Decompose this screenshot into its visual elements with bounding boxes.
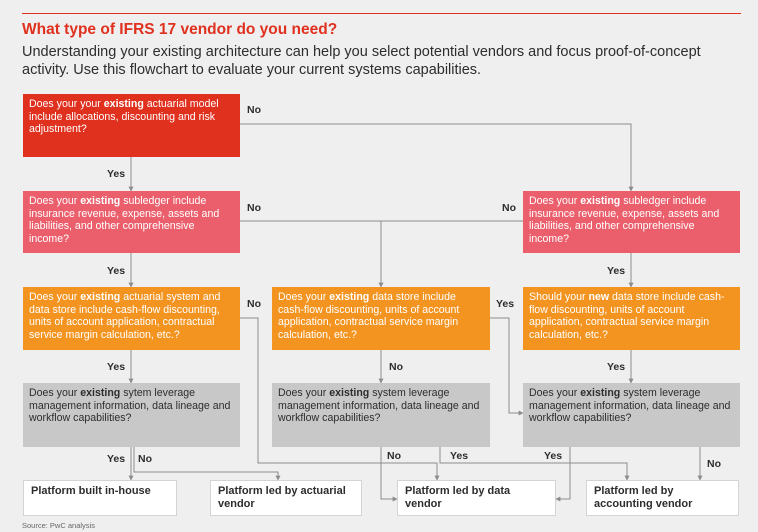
question-emphasis: existing [103,98,144,110]
question-emphasis: existing [580,195,621,207]
label-yes: Yes [450,450,469,462]
question-text: system leverage management information, data lineage and workflow capabilities? [529,387,731,425]
question-text: Does your [278,387,330,399]
page-subtitle: Understanding your existing architecture can help you select potential vendors and focus proof-of-concept activity. Use this flowchart to evaluate your current systems capabilities. [22,44,701,78]
question-actuarial-system [23,287,240,350]
label-no: No [247,298,261,310]
outcome-actuarial-vendor: Platform led by actuarial vendor [210,480,362,516]
question-text: data store include cash-flow discounting, units of account application, contractual service margin calculation, etc.? [529,291,725,341]
label-yes: Yes [107,265,126,277]
q3b-yes-connector [490,318,523,413]
question-emphasis: existing [80,291,121,303]
label-yes: Yes [607,361,626,373]
outcome-accounting-vendor: Platform led by accounting vendor [586,480,739,516]
question-text: actuarial model include allocations, discounting and risk adjustment? [29,98,219,136]
page-title: What type of IFRS 17 vendor do you need? [22,21,338,38]
question-new-data-store [523,287,740,350]
question-text: Does your [529,195,581,207]
question-text: Does your your [29,98,104,110]
question-text: subledger include insurance revenue, expense, assets and liabilities, and other comprehensive income? [529,195,720,245]
question-emphasis: existing [580,387,621,399]
label-no: No [502,202,516,214]
label-yes: Yes [544,450,563,462]
question-text: Does your [29,195,81,207]
label-no: No [387,450,401,462]
question-text: Does your [29,291,81,303]
question-text: Should your [529,291,589,303]
label-yes: Yes [496,298,515,310]
question-emphasis: existing [80,195,121,207]
label-yes: Yes [607,265,626,277]
question-emphasis: new [588,291,610,303]
question-subledger-right [523,191,740,253]
question-emphasis: existing [329,387,370,399]
question-text: Does your [278,291,330,303]
label-yes: Yes [107,453,126,465]
q1-no-connector [240,124,631,191]
question-actuarial-model [23,94,240,157]
question-text: system leverage management information, data lineage and workflow capabilities? [278,387,480,425]
label-no: No [389,361,403,373]
label-yes: Yes [107,361,126,373]
source-note: Source: PwC analysis [22,521,95,530]
question-text: data store include cash-flow discounting, units of account application, contractual service margin calculation, etc.? [278,291,460,341]
label-no: No [247,202,261,214]
question-text: sytem leverage management information, data lineage and workflow capabilities? [29,387,231,425]
question-system-leverage-left [23,383,240,447]
question-text: subledger include insurance revenue, expense, assets and liabilities, and other comprehensive income? [29,195,220,245]
question-emphasis: existing [329,291,370,303]
label-no: No [707,458,721,470]
question-text: actuarial system and data store include cash-flow discounting, units of account application, contractual service margin calculation, etc.? [29,291,221,341]
label-no: No [247,104,261,116]
label-no: No [138,453,152,465]
question-subledger-left [23,191,240,253]
question-emphasis: existing [80,387,121,399]
outcome-data-vendor: Platform led by data vendor [397,480,556,516]
question-data-store [272,287,490,350]
outcome-in-house: Platform built in-house [23,480,177,516]
question-text: Does your [529,387,581,399]
question-system-leverage-middle [272,383,490,447]
question-system-leverage-right [523,383,740,447]
label-yes: Yes [107,168,126,180]
q4a-no-connector [134,447,278,480]
question-text: Does your [29,387,81,399]
